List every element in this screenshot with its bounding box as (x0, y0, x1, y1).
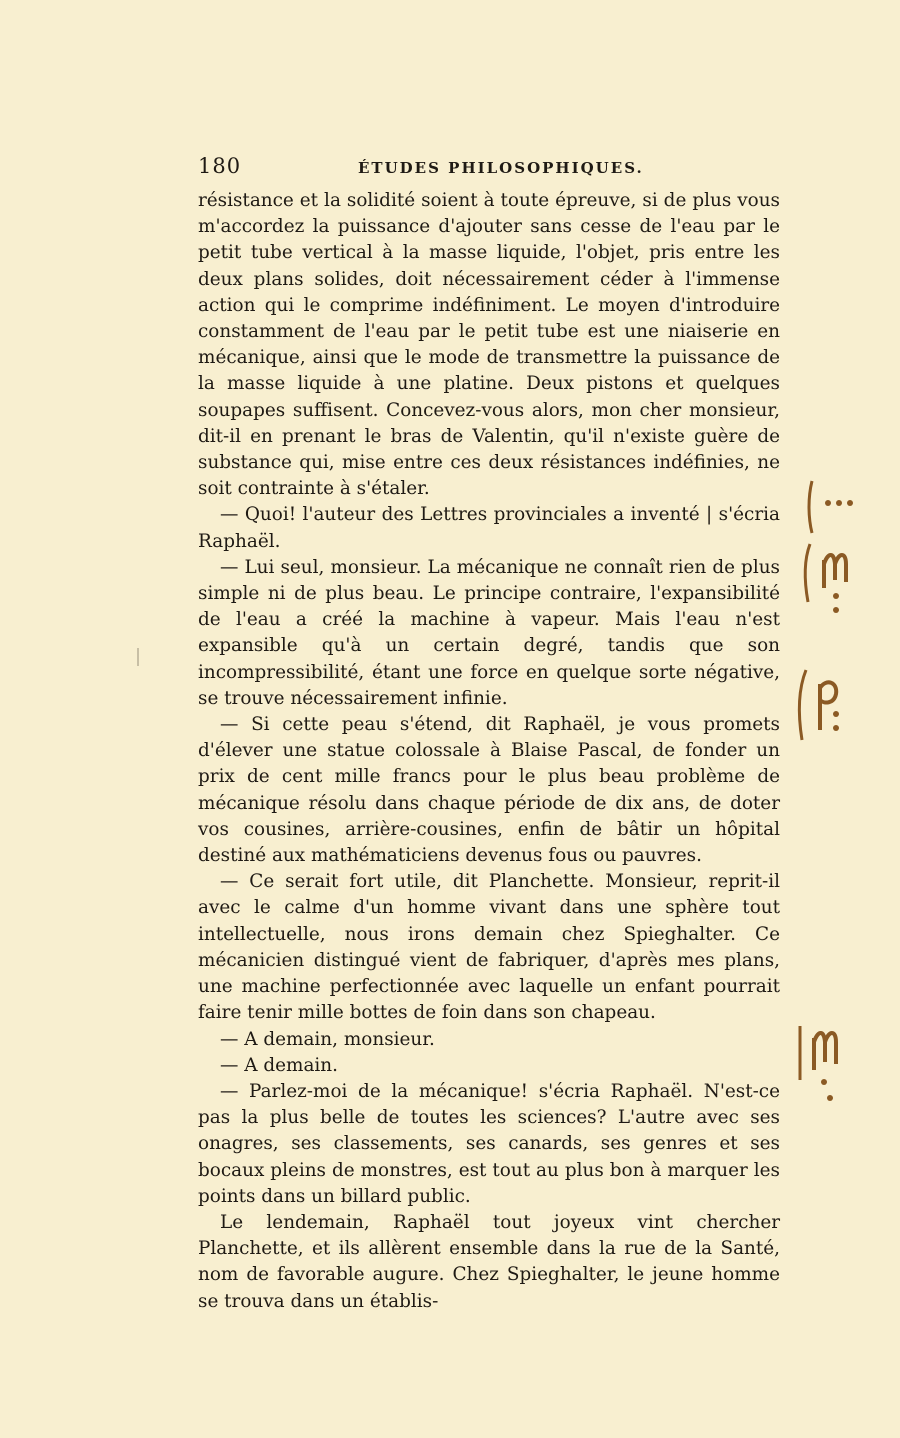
faint-margin-mark (137, 648, 139, 666)
paragraph-7: — A demain. (220, 1054, 338, 1076)
page-header (198, 154, 780, 188)
proof-mark-m-icon (800, 530, 860, 620)
proof-mark-m-icon-2 (792, 1018, 862, 1108)
paragraph-8: — Parlez-moi de la mécanique! s'écria Raphaël. N'est-ce pas la plus belle de toutes les sciences? L'autre avec ses onagres, ses classements, ses canards, ses genres et ses bocaux pleins de monstres, est tout au plus bon à marquer les points dans un billard public. (198, 1080, 780, 1207)
paragraph-6: — A demain, monsieur. (220, 1028, 435, 1050)
paragraph-5: — Ce serait fort utile, dit Planchette. Monsieur, reprit-il avec le calme d'un homme vivant dans une sphère tout intellectuelle, nous irons demain chez Spieghalter. Ce mécanicien distingué vient de fabriquer, d'après mes plans, une machine perfectionnée avec laquelle un enfant pourrait faire tenir mille bottes de foin dans son chapeau. (198, 871, 780, 1024)
running-title: ÉTUDES PHILOSOPHIQUES. (358, 159, 644, 177)
paragraph-1: résistance et la solidité soient à toute épreuve, si de plus vous m'accordez la puissance d'ajouter sans cesse de l'eau par le petit tube vertical à la masse liquide, l'objet, pris entre les deux plans solides, doit nécessairement céder à l'immense action qui le comprime indéfiniment. Le moyen d'introduire constamment de l'eau par le petit tube est une niaiserie en mécanique, ainsi que le mode de transmettre la puissance de la masse liquide à une platine. Deux pistons et quelques soupapes suffisent. Concevez-vous alors, mon cher monsieur, dit-il en prenant le bras de Valentin, qu'il n'existe guère de substance qui, mise entre ces deux résistances indéfinies, ne soit contrainte à s'étaler. (198, 190, 780, 500)
page-number: 180 (198, 154, 242, 178)
paragraph-9: Le lendemain, Raphaël tout joyeux vint chercher Planchette, et ils allèrent ensemble dans la rue de la Santé, nom de favorable augure. Chez Spieghalter, le jeune homme se trouva dans un établis- (198, 1211, 780, 1312)
paragraph-2: — Quoi! l'auteur des Lettres provinciales a inventé | s'écria Raphaël. (198, 504, 780, 552)
proof-mark-ellipsis-icon (804, 477, 864, 537)
paragraph-4: — Si cette peau s'étend, dit Raphaël, je vous promets d'élever une statue colossale à Blaise Pascal, de fonder un prix de cent mille francs pour le plus beau problème de mécanique résolu dans chaque période de dix ans, de doter vos cousines, arrière-cousines, enfin de bâtir un hôpital destiné aux mathématiciens devenus fous ou pauvres. (198, 714, 780, 867)
paragraph-3: — Lui seul, monsieur. La mécanique ne connaît rien de plus simple ni de plus beau. Le principe contraire, l'expansibilité de l'eau a créé la machine à vapeur. Mais l'eau n'est expansible qu'à un certain degré, tandis que son incompressibilité, étant une force en quelque sorte négative, se trouve nécessairement infinie. (198, 556, 780, 709)
proof-mark-p-icon (792, 660, 862, 750)
page-content (198, 154, 780, 1315)
body-text (198, 188, 780, 1315)
